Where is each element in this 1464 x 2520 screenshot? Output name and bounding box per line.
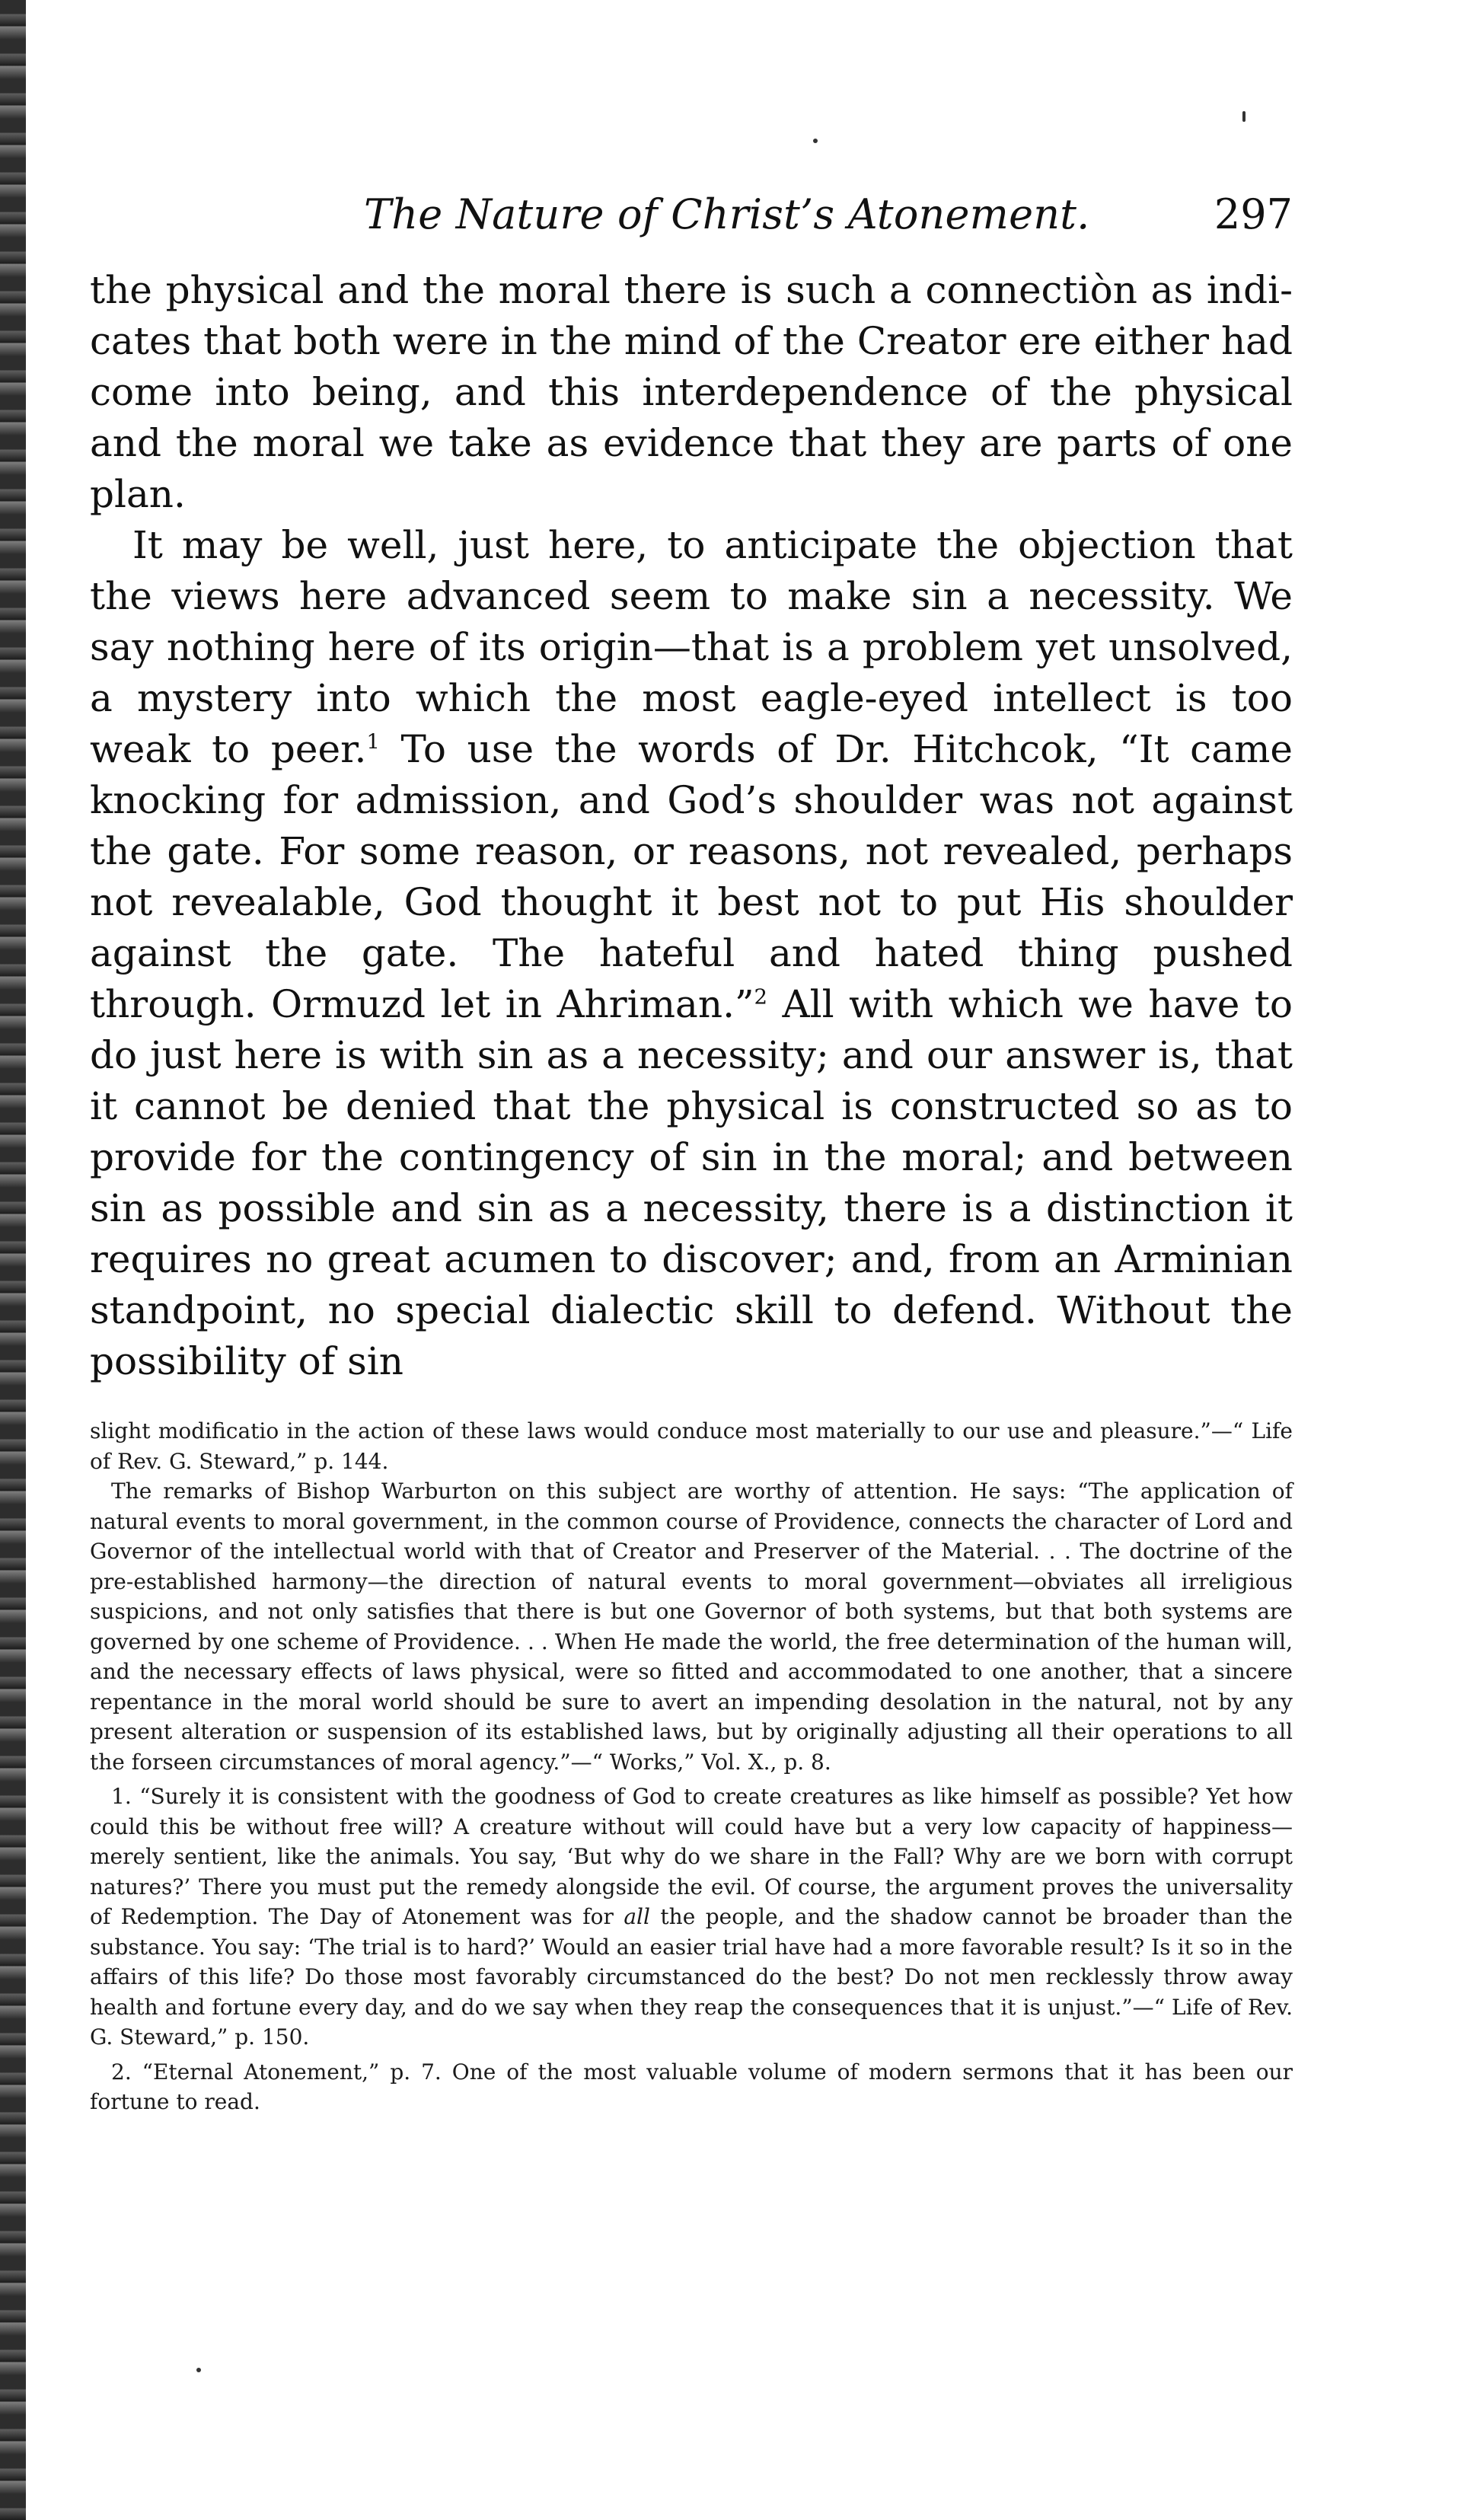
footnote-warburton: The remarks of Bishop Warburton on this subject are worthy of attention. He says: “The application of natural events to moral government, in the common course of Providence, connects the character of Lord and Governor of the intellectual world with that of Creator and Preserver of the Material. . . The doctrine of the pre-established harmony—the direction of natural events to moral government—obviates all irreligious suspicions, and not only satisfies that there is but one Governor of both systems, but that both systems are governed by one scheme of Providence. . . When He made the world, the free determination of the human will, and the necessary effects of laws physical, were so fitted and accommodated to one another, that a sincere repentance in the moral world should be sure to avert an impending desolation in the natural, not by any present alteration or suspension of its established laws, but by originally adjusting all their operations to all the forseen circumstances of moral agency.”—“ Works,” Vol. X., p. 8.: [90, 1479, 1293, 1775]
footnote-1: [90, 1782, 1293, 2053]
footnote-reference-2: 2: [754, 984, 768, 1010]
book-page: [90, 190, 1293, 2117]
paragraph-text-part-2: To use the words of Dr. Hitchcok, “It came knocking for admission, and God’s shoulder was not against the gate. For some reason, or reasons, not revealed, perhaps not revealable, God thought it best not to put His shoulder against the gate. The hateful and hated thing pushed through. Ormuzd let in Ahriman.”: [90, 727, 1293, 1026]
scanned-binding-edge: [0, 0, 26, 2520]
footnote-reference-1: 1: [366, 729, 380, 754]
footnotes: [90, 1416, 1293, 2117]
footnote-1-text-end: the people, and the shadow cannot be broader than the substance. You say: ‘The trial is to hard?’ Would an easier trial have had a more favorable result? Is it so in the affairs of this life? Do those most favorably circumstanced do the best? Do not men recklessly throw away health and fortune every day, and do we say when they reap the consequences that it is unjust.”—“ Life of Rev. G. Steward,” p. 150.: [90, 1904, 1293, 2049]
paragraph-text-part-3: All with which we have to do just here is with sin as a necessity; and our answer is, that it cannot be denied that the physical is constructed so as to provide for the contingency of sin in the moral; and between sin as possible and sin as a necessity, there is a distinction it requires no great acumen to discover; and, from an Arminian standpoint, no special dialectic skill to defend. Without the possibility of sin: [90, 982, 1293, 1383]
footnote-continuation: slight modificatio in the action of these laws would conduce most materially to our use and pleasure.”—“ Life of Rev. G. Steward,” p. 144.: [90, 1418, 1293, 1474]
scan-speck: [1242, 111, 1246, 122]
paragraph-text-part-1: It may be well, just here, to anticipate the objection that the views here advanced seem to make sin a necessity. We say nothing here of its origin—that is a problem yet unsolved, a mystery into which the most eagle-eyed intellect is too weak to peer.: [90, 523, 1293, 771]
paragraph-sin-necessity: [90, 520, 1293, 1387]
main-text: [90, 265, 1293, 1387]
footnote-1-emphasis: all: [624, 1904, 650, 1929]
scan-speck: [196, 2368, 201, 2372]
running-head: [90, 190, 1293, 251]
running-title: The Nature of Christ’s Atonement.: [364, 190, 1090, 238]
scan-speck: [813, 139, 818, 143]
footnote-2: 2. “Eternal Atonement,” p. 7. One of the most valuable volume of modern sermons that it has been our fortune to read.: [90, 2059, 1293, 2114]
footnote-1-text-start: 1. “Surely it is consistent with the goodness of God to create creatures as like himself as possible? Yet how could this be without free will? A creature without will could have but a very low capacity of happiness—merely sentient, like the animals. You say, ‘But why do we share in the Fall? Why are we born with corrupt natures?’ There you must put the remedy alongside the evil. Of course, the argument proves the universality of Redemption. The Day of Atonement was for: [90, 1784, 1293, 1929]
page-number: 297: [1214, 190, 1293, 238]
paragraph-continued: the physical and the moral there is such a connectiòn as indicates that both were in the mind of the Creator ere either had come into being, and this interdependence of the physical and the moral we take as evidence that they are parts of one plan.: [90, 268, 1293, 516]
